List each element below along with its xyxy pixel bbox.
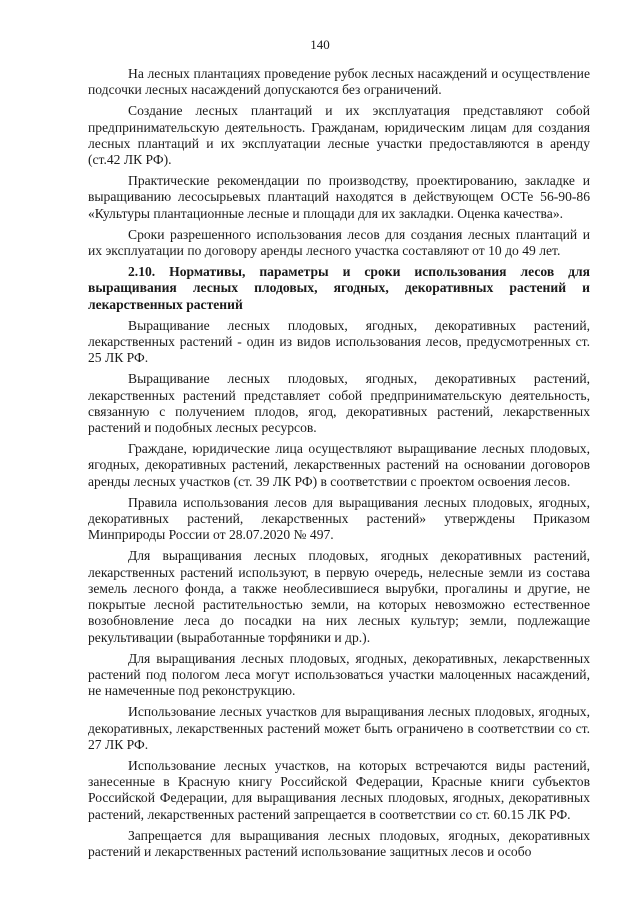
paragraph: Сроки разрешенного использования лесов для создания лесных плантаций и их эксплуатации по договору аренды лесного участка составляют от 10 до 49 лет. [88, 226, 590, 259]
section-heading: 2.10. Нормативы, параметры и сроки использования лесов для выращивания лесных плодовых, ягодных, декоративных растений и лекарственных растений [88, 264, 590, 312]
paragraph: Использование лесных участков для выращивания лесных плодовых, ягодных, декоративных, лекарственных растений может быть ограничено в соответствии со ст. 27 ЛК РФ. [88, 704, 590, 752]
paragraph: Создание лесных плантаций и их эксплуатация представляют собой предпринимательскую деятельность. Гражданам, юридическим лицам для создания лесных плантаций и их эксплуатации лесные участки предоставляются в аренду (ст.42 ЛК РФ). [88, 103, 590, 168]
paragraph: Правила использования лесов для выращивания лесных плодовых, ягодных, декоративных растений, лекарственных растений» утверждены Приказом Минприроды России от 28.07.2020 № 497. [88, 494, 590, 543]
paragraph: Для выращивания лесных плодовых, ягодных декоративных растений, лекарственных растений используют, в первую очередь, нелесные земли из состава земель лесного фонда, а также необлесившиеся вырубки, прогалины и другие, не покрытые лесной растительностью земли, на которых невозможно естественное возобновление леса до посадки на них лесных культур; земли, подлежащие рекультивации (выработанные торфяники и др.). [88, 548, 590, 645]
body-text [88, 66, 590, 860]
page-number: 140 [310, 37, 330, 52]
paragraph: Использование лесных участков, на которых встречаются виды растений, занесенные в Красную книгу Российской Федерации, Красные книги субъектов Российской Федерации, для выращивания лесных плодовых, ягодных, декоративных растений, лекарственных растений запрещается в соответствии со ст. 60.15 ЛК РФ. [88, 757, 590, 822]
paragraph: Выращивание лесных плодовых, ягодных, декоративных растений, лекарственных растений - один из видов использования лесов, предусмотренных ст. 25 ЛК РФ. [88, 317, 590, 366]
paragraph: На лесных плантациях проведение рубок лесных насаждений и осуществление подсочки лесных насаждений допускаются без ограничений. [88, 66, 590, 98]
paragraph: Выращивание лесных плодовых, ягодных, декоративных растений, лекарственных растений представляет собой предпринимательскую деятельность, связанную с получением плодов, ягод, декоративных растений, лекарственных растений и подобных лесных ресурсов. [88, 371, 590, 436]
paragraph: Граждане, юридические лица осуществляют выращивание лесных плодовых, ягодных, декоративных растений, лекарственных растений на основании договоров аренды лесных участков (ст. 39 ЛК РФ) в соответствии с проектом освоения лесов. [88, 441, 590, 489]
paragraph: Запрещается для выращивания лесных плодовых, ягодных, декоративных растений и лекарственных растений использование защитных лесов и особо [88, 827, 590, 859]
paragraph: Для выращивания лесных плодовых, ягодных, декоративных, лекарственных растений под пологом леса могут использоваться участки малоценных насаждений, не намеченные под реконструкцию. [88, 650, 590, 699]
paragraph: Практические рекомендации по производству, проектированию, закладке и выращиванию лесосырьевых плантаций находятся в действующем ОСТе 56-90-86 «Культуры плантационные лесные и площади для их закладки. Оценка качества». [88, 173, 590, 221]
